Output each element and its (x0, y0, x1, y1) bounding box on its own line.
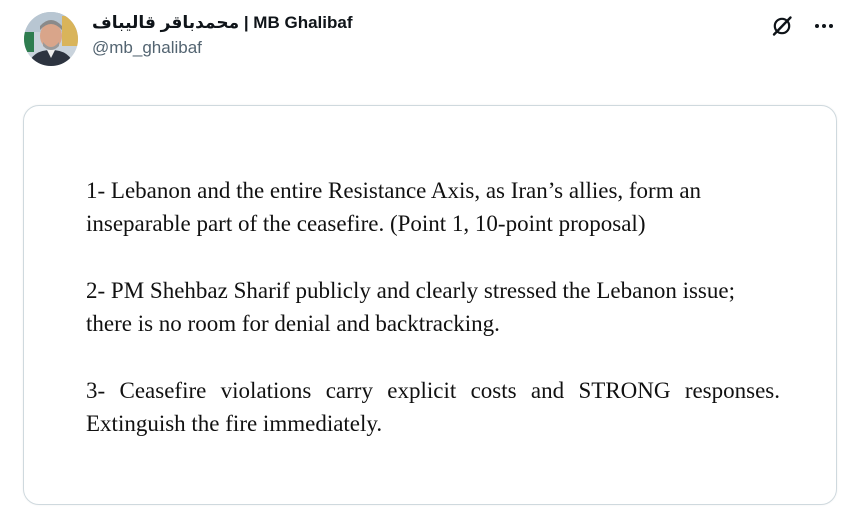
media-card[interactable] (23, 105, 837, 505)
grok-button[interactable] (768, 12, 796, 40)
top-actions (768, 12, 838, 40)
card-paragraph-3: 3- Ceasefire violations carry explicit costs and STRONG responses. Extinguish the fire immediately. (86, 378, 780, 436)
avatar-image (24, 12, 78, 66)
author-block (92, 12, 352, 59)
grok-icon (771, 15, 793, 37)
more-button[interactable] (810, 12, 838, 40)
avatar[interactable] (24, 12, 78, 66)
card-paragraph-2: 2- PM Shehbaz Sharif publicly and clearly stressed the Lebanon issue; there is no room for denial and backtracking. (86, 278, 735, 336)
more-icon (813, 15, 835, 37)
display-name[interactable]: محمدباقر قالیباف | MB Ghalibaf (92, 13, 353, 32)
card-text (86, 174, 780, 474)
card-paragraph-1: 1- Lebanon and the entire Resistance Axis, as Iran’s allies, form an inseparable part of the ceasefire. (Point 1, 10-point proposal) (86, 178, 702, 236)
user-handle[interactable]: @mb_ghalibaf (92, 38, 202, 57)
